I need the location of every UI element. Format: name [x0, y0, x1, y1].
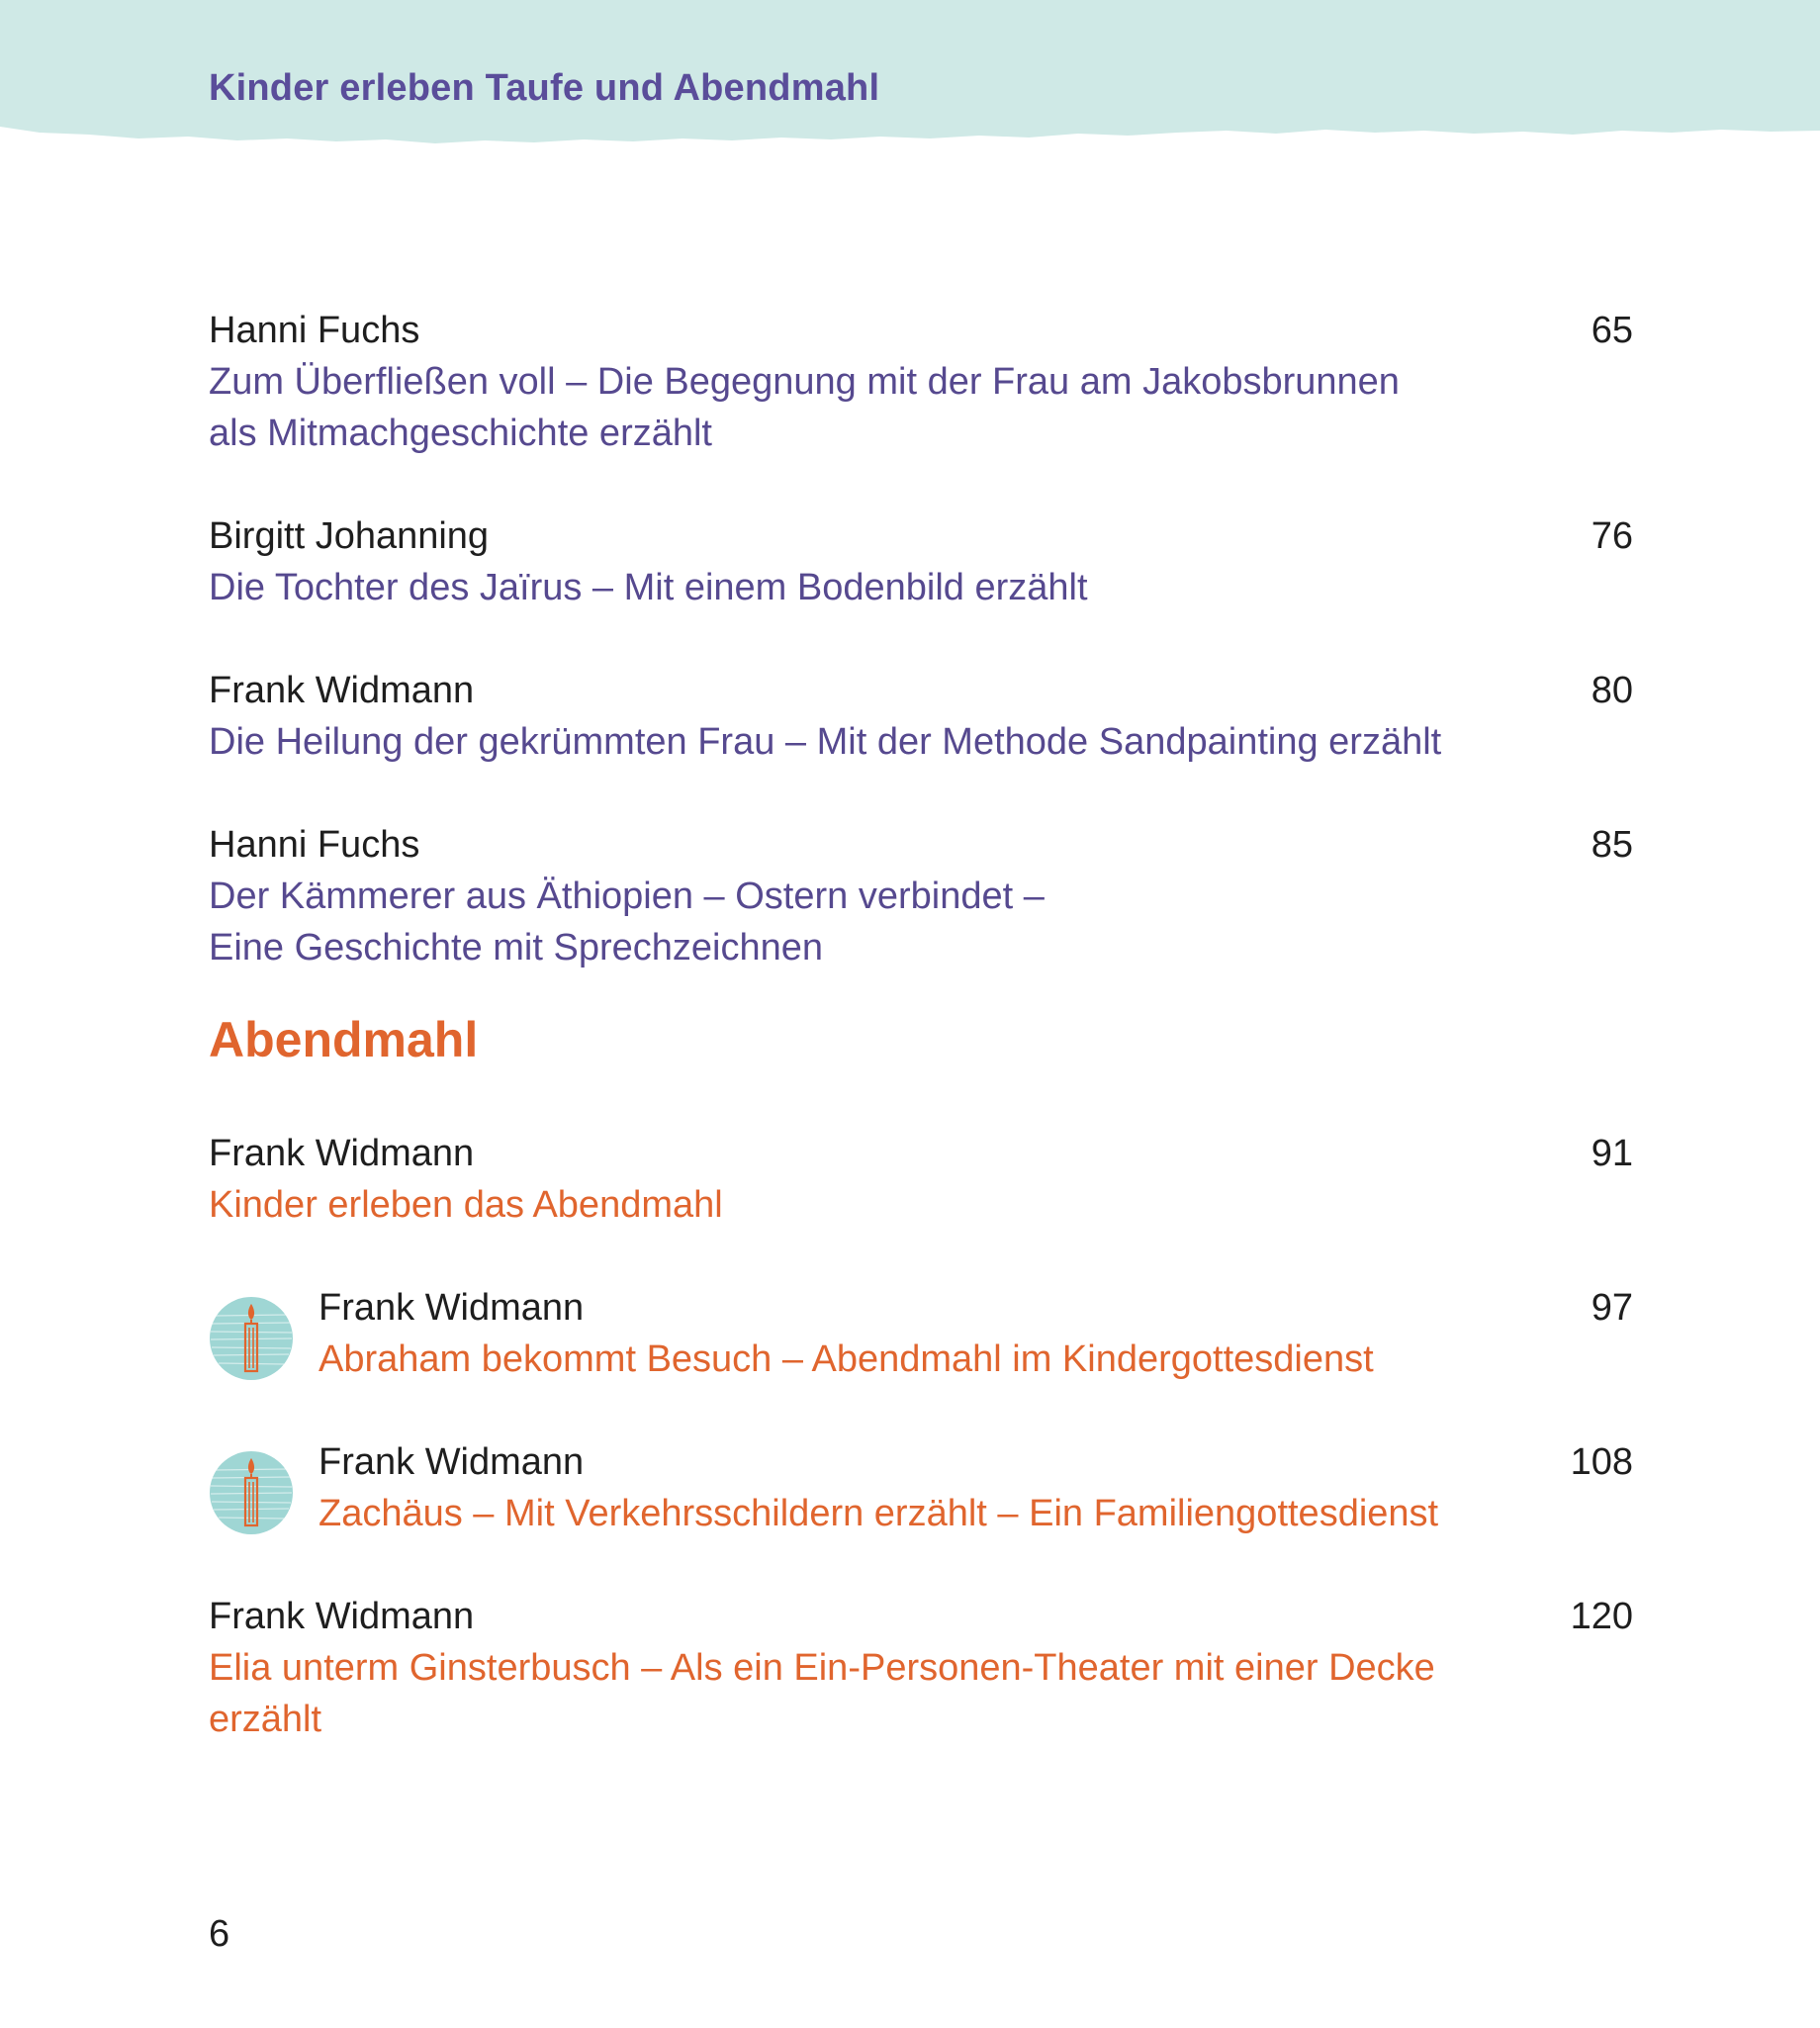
entry-title-line: als Mitmachgeschichte erzählt [209, 413, 712, 454]
entry-page-number: 91 [1591, 1133, 1633, 1174]
entry-title-line: Eine Geschichte mit Sprechzeichnen [209, 927, 823, 968]
entry-page-number: 65 [1591, 310, 1633, 351]
entry-title [209, 1642, 1504, 1745]
entry-author: Frank Widmann [209, 670, 475, 711]
toc-entry[interactable] [209, 305, 1633, 459]
entry-title-line: Zum Überfließen voll – Die Begegnung mit der Frau am Jakobsbrunnen [209, 361, 1400, 403]
entry-page-number: 108 [1570, 1441, 1633, 1483]
entry-title [209, 562, 1504, 613]
candle-icon [209, 1296, 294, 1381]
entry-title-line: Abraham bekommt Besuch – Abendmahl im Kindergottesdienst [318, 1338, 1374, 1380]
toc-entry[interactable] [209, 510, 1633, 613]
entry-author: Frank Widmann [209, 1596, 475, 1637]
running-header-title: Kinder erleben Taufe und Abendmahl [209, 67, 880, 109]
toc-entry[interactable] [209, 819, 1633, 973]
entry-title-line: Kinder erleben das Abendmahl [209, 1184, 723, 1226]
toc-entry[interactable] [209, 1591, 1633, 1745]
entry-title-line: Zachäus – Mit Verkehrsschildern erzählt – Ein Familiengottesdienst [318, 1493, 1439, 1534]
entry-title-line: Der Kämmerer aus Äthiopien – Ostern verbindet – [209, 876, 1045, 917]
entry-title-line: erzählt [209, 1699, 322, 1740]
entry-title-line: Die Tochter des Jaïrus – Mit einem Bodenbild erzählt [209, 567, 1088, 608]
entry-author: Birgitt Johanning [209, 515, 490, 557]
entry-author: Hanni Fuchs [209, 824, 420, 866]
entry-page-number: 120 [1570, 1596, 1633, 1637]
toc-entry[interactable] [209, 1128, 1633, 1231]
entry-title [318, 1334, 1614, 1385]
entry-page-number: 76 [1591, 515, 1633, 557]
entry-author: Frank Widmann [318, 1287, 585, 1329]
entry-title [209, 356, 1504, 459]
candle-icon [209, 1450, 294, 1535]
toc-entry[interactable] [209, 1282, 1633, 1385]
entry-title [318, 1488, 1614, 1539]
entry-author: Frank Widmann [209, 1133, 475, 1174]
entry-title [209, 1179, 1504, 1231]
toc-entry[interactable] [209, 665, 1633, 768]
entry-author: Frank Widmann [318, 1441, 585, 1483]
entry-title-line: Die Heilung der gekrümmten Frau – Mit der Methode Sandpainting erzählt [209, 721, 1442, 763]
section-heading: Abendmahl [209, 1012, 479, 1067]
entry-title [209, 871, 1504, 973]
entry-title [209, 716, 1504, 768]
entry-page-number: 80 [1591, 670, 1633, 711]
toc-entry[interactable] [209, 1436, 1633, 1539]
entry-author: Hanni Fuchs [209, 310, 420, 351]
entry-page-number: 97 [1591, 1287, 1633, 1329]
entry-title-line: Elia unterm Ginsterbusch – Als ein Ein-Personen-Theater mit einer Decke [209, 1647, 1435, 1689]
folio-page-number: 6 [209, 1913, 230, 1955]
entry-page-number: 85 [1591, 824, 1633, 866]
